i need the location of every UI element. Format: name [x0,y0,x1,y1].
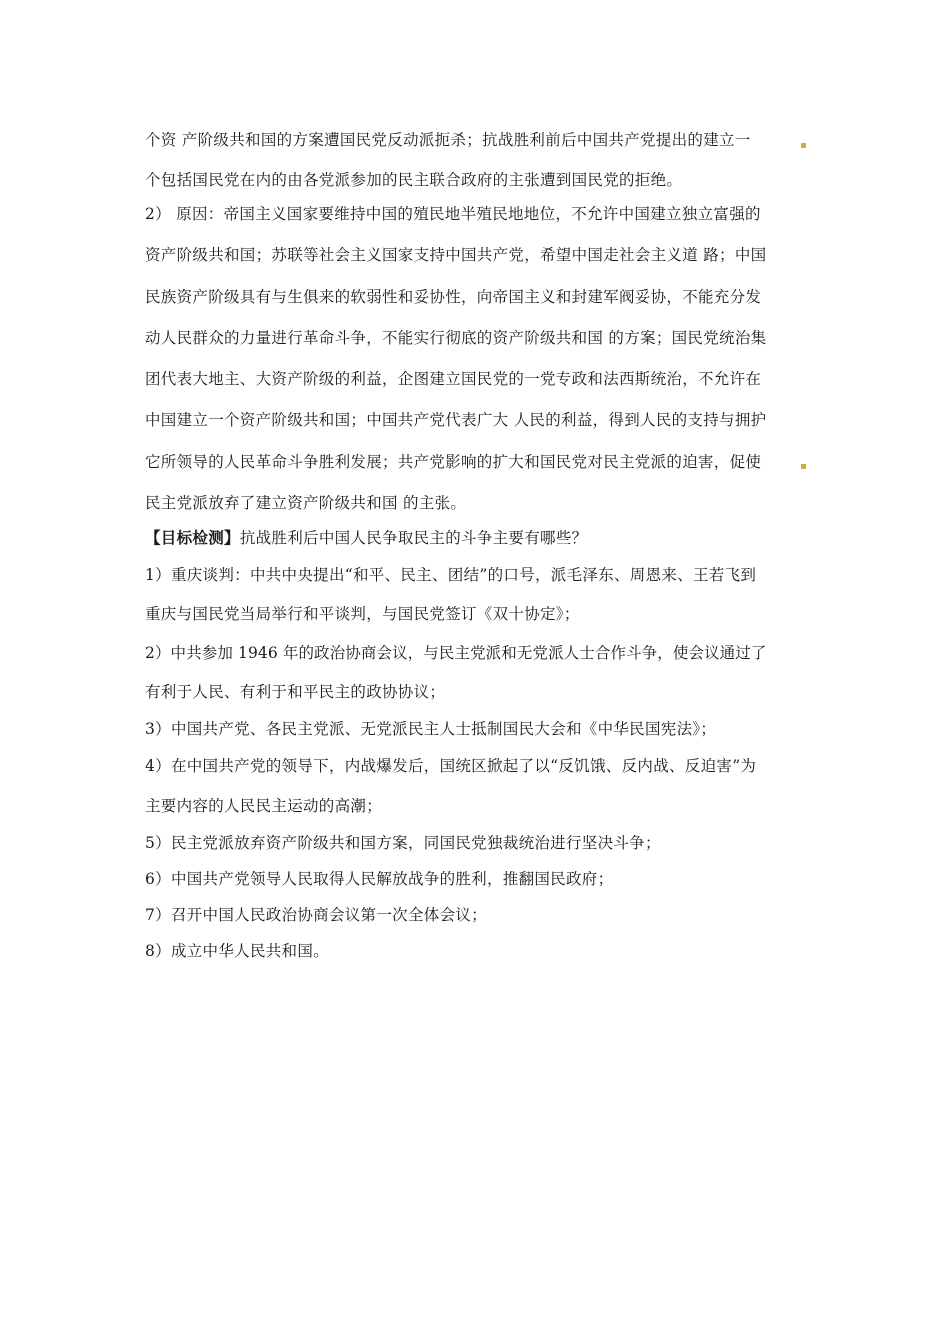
answer-line-3: 2）中共参加 1946 年的政治协商会议，与民主党派和无党派人士合作斗争，使会议通过了 [145,644,767,662]
answer-line-6: 4）在中国共产党的领导下，内战爆发后，国统区掀起了以“反饥饿、反内战、反迫害”为 [145,757,757,775]
paragraph-2-line-3: 民族资产阶级具有与生俱来的软弱性和妥协性，向帝国主义和封建军阀妥协，不能充分发 [145,288,762,306]
paragraph-2-line-6: 中国建立一个资产阶级共和国；中国共产党代表广大 人民的利益，得到人民的支持与拥护 [145,411,767,429]
answer-line-9: 6）中国共产党领导人民取得人民解放战争的胜利，推翻国民政府； [145,870,614,888]
question-label: 【目标检测】 [145,528,240,547]
paragraph-2-line-4: 动人民群众的力量进行革命斗争，不能实行彻底的资产阶级共和国 的方案；国民党统治集 [145,329,767,347]
paragraph-2-line-1: 2） 原因：帝国主义国家要维持中国的殖民地半殖民地地位，不允许中国建立独立富强的 [145,205,761,223]
answer-line-4: 有利于人民、有利于和平民主的政协协议； [145,683,446,701]
paragraph-2-line-2: 资产阶级共和国；苏联等社会主义国家支持中国共产党，希望中国走社会主义道 路；中国 [145,246,767,264]
answer-line-2: 重庆与国民党当局举行和平谈判，与国民党签订《双十协定》； [145,605,580,623]
stray-mark [801,143,806,148]
answer-line-1: 1）重庆谈判：中共中央提出“和平、民主、团结”的口号，派毛泽东、周恩来、王若飞到 [145,566,757,584]
paragraph-2-line-8: 民主党派放弃了建立资产阶级共和国 的主张。 [145,494,467,512]
paragraph-1-line-2: 个包括国民党在内的由各党派参加的民主联合政府的主张遭到国民党的拒绝。 [145,171,683,189]
paragraph-2-line-7: 它所领导的人民革命斗争胜利发展；共产党影响的扩大和国民党对民主党派的迫害，促使 [145,453,762,471]
question-text: 抗战胜利后中国人民争取民主的斗争主要有哪些？ [239,529,588,547]
stray-mark [801,464,806,469]
answer-line-5: 3）中国共产党、各民主党派、无党派民主人士抵制国民大会和《中华民国宪法》； [145,720,717,738]
paragraph-1-line-1: 个资 产阶级共和国的方案遭国民党反动派扼杀；抗战胜利前后中国共产党提出的建立一 [145,131,751,149]
paragraph-2-line-5: 团代表大地主、大资产阶级的利益，企图建立国民党的一党专政和法西斯统治，不允许在 [145,370,762,388]
answer-line-8: 5）民主党派放弃资产阶级共和国方案，同国民党独裁统治进行坚决斗争； [145,834,661,852]
answer-line-7: 主要内容的人民民主运动的高潮； [145,797,383,815]
question-line [145,528,587,548]
answer-line-11: 8）成立中华人民共和国。 [145,942,329,960]
answer-line-10: 7）召开中国人民政治协商会议第一次全体会议； [145,906,487,924]
